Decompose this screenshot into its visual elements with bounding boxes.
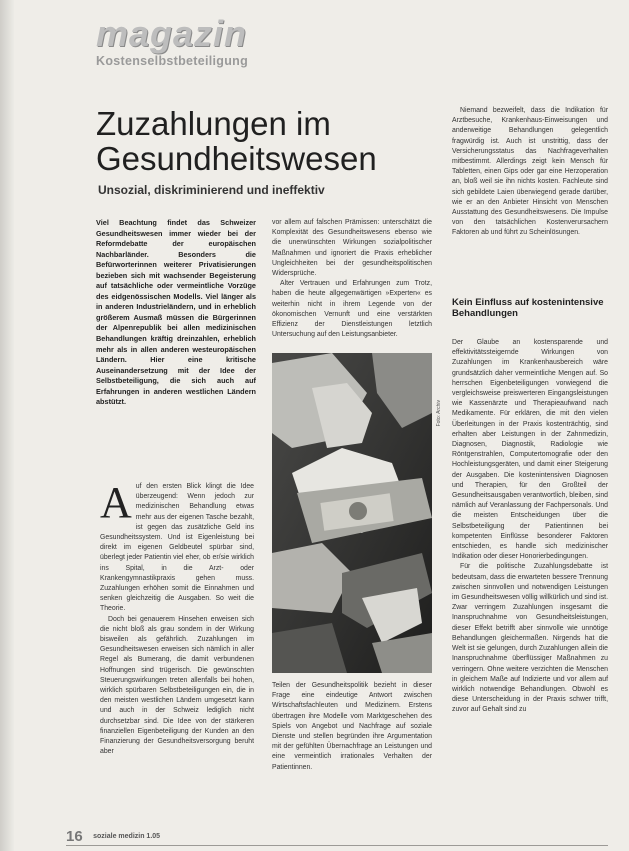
paragraph: vor allem auf falschen Prämissen: unterschätzt die Komplexität des Gesundheitswesens ebenso wie die unerwünschten Wirkungen sozialpolitischer Maßnahmen und ignoriert die Praxis erheblicher Ungleichheiten bei der gesundheitspolitischen Widersprüche. (272, 219, 432, 278)
dropcap: A (100, 478, 132, 527)
article-lead: Viel Beachtung findet das Schweizer Gesundheitswesen immer wieder bei der Reformdebatte der europäischen Nachbarländer. Besonders die Befürworterinnen weiterer Privatisierungen bezieben sich mit wachsender Begeisterung auf tatsächliche oder vermeintliche Vorzüge des eidgenössischen Modells. Viel länger als in anderen Industrieländern, und in erheblich größerem Ausmaß müssen die Bürgerinnen der Alpenrepublik bei allen medizinischen Behandlungen kräftig dreinzahlen, erheblich mehr als in allen anderen westeuropäischen Ländern. Hier eine kritische Auseinandersetzung mit der Idee der Selbstbeteiligung, die sich auch auf Erfahrungen in anderen westlichen Ländern abstützt. (96, 218, 256, 407)
money-photo (272, 353, 432, 673)
photo-credit: Foto: Archiv (436, 400, 442, 427)
paragraph: Alter Vertrauen und Erfahrungen zum Trotz, haben die heute allgegenwärtigen »Experten« es weiterhin nicht in ihrem Legende von der ökonomischen Vernunft und eine verstärkten Effizienz der Dienstleistungen letztlich Untersuchung auf den Leistungsanbieter. (272, 280, 432, 339)
paragraph: Teilen der Gesundheitspolitik bezieht in dieser Frage eine eindeutige Antwort zwischen Wirtschaftsfachleuten und Medizinern. Erstens übertragen ihre Modelle vom Marktgeschehen des Spiels von Angebot und Nachfrage auf soziale Dienste und stellen begründen ihre Argumentation mit der gefühlten Übernachfrage an Leistungen und eine vermeintlich irrationales Verhalten der Patientinnen. (272, 682, 432, 771)
column-3-bottom (452, 338, 608, 716)
paragraph: Niemand bezweifelt, dass die Indikation für Arztbesuche, Krankenhaus-Einweisungen und anderweitige Behandlungen gelegentlich fragwürdig ist. Auch ist unstrittig, dass der Versicherungsstatus das Nachfrageverhalten mitbestimmt. Allerdings zeigt kein Mensch für Tabletten, einen Gips oder gar eine Herzoperation an, bloß weil sie ihn nichts kosten. Fachleute sind sich gebildete Laien überwiegend gerade darüber, wie er an den Anbieter Hinsicht von Menschen Ausstattung des Gesundheitswesens. Die Impulse von den tatsächlichen Kostenverursachern Faktoren ab und führt zu Scheinlösungen. (452, 107, 608, 237)
paragraph: Doch bei genauerem Hinsehen erweisen sich die nicht bloß als grau sondern in der Wirkung bisweilen als gefährlich. Zuzahlungen im Gesundheitswesen erweisen sich nämlich in aller Regel als Bumerang, die damit verbundenen Hoffnungen sind trügerisch. Die gewünschten Steuerungswirkungen treten allenfalls bei hohen, wirklich spürbaren Selbstbeteiligungen ein, die in den meisten westlichen Ländern umgesetzt kann und auch in der Schweiz lediglich nicht durchsetzbar sind. Die Idee von der stärkeren finanziellen Eigenbeteiligung der Kunden an den Finanzierung der Gesundheitsversorgung beruht aber (100, 615, 254, 756)
column-1 (100, 478, 254, 757)
page-fold-shadow (0, 0, 14, 851)
footer-rule (66, 845, 608, 846)
journal-name: soziale medizin 1.05 (93, 833, 161, 841)
page-footer (66, 828, 160, 846)
paragraph: Der Glaube an kostensparende und effektivitätssteigernde Wirkungen von Zuzahlungen im Krankenhausbereich wäre grundsätzlich daher vermeintliche Mengen auf. So herrschen Eigenbeteiligungen vorwiegend die vergleichsweise preiswerteren Eingangsleistungen wie Kassenärzte und Therapieaufwand nach Medikamente. Für erklären, die mit den vielen Überleitungen in der Praxis kostenträchtig, sind erhalten aber Leistungen in der Zahnmedizin, Diagnosen, Diagnostik, Radiologie wie Röntgenstrahlen, Computertomografie oder den Hochleistungsgeräten, und damit einer Steigerung der Ausgaben. Die kostenintensiven Diagnosen und Therapien, für den Großteil der Gesundheitsausgaben verantwortlich, bleiben, sind nämlich auf Veranlassung der Fachpersonals. Und die meisten Entscheidungen über die Selbstbeteiligung der Patientinnen bei kompetenten Einflüsse besonderer Faktoren entschieden, es handle sich medizinischer Indikation oder dieser Honorierbedingungen. (452, 339, 608, 561)
first-paragraph: Auf den ersten Blick klingt die Idee überzeugend: Wenn jedoch zur medizinischen Behandlung etwas mehr aus der eigenen Tasche bezahlt, ist gegen das zusätzliche Geld ins Gesundheitssystem. Und ist Eigenleistung bei direkt im eigenen Geldbeutel spürbar sind, überlegt jeder Patientin viel eher, ob er/sie wirklich ins Spital, in die Arzt- oder Krankengymnastikpraxis gehen muss. Zuzahlungen erhöhen somit die Einnahmen und senken gleichzeitig die Ausgaben. So weit die Theorie. (100, 478, 254, 613)
hands-with-banknotes-image (272, 353, 432, 673)
section-label: magazin (96, 13, 248, 54)
column-2 (272, 218, 432, 340)
page-number: 16 (66, 828, 83, 846)
article-subtitle: Unsozial, diskriminierend und ineffektiv (98, 183, 325, 197)
rubric-label: Kostenselbstbeteiligung (96, 54, 249, 68)
paragraph: Für die politische Zuzahlungsdebatte ist bedeutsam, dass die erwarteten bessere Trennung zwischen sinnvollen und notwendigen Leistungen im Gesundheitswesen völlig willkürlich und sind ist. Zwar verringern Zuzahlungen insgesamt die Inanspruchnahme von Gesundheitsleistungen, dieser Effekt betrifft aber sinnvolle wie unnötige Behandlungen gleichermaßen. Nirgends hat die Welt ist sie gelungen, durch Zuzahlungen allein die Inanspruchnahme überflüssiger Maßnahmen zu verringern. Ohne weitere verzichten die Menschen in gleichem Maße auf Indizierte und vor allem auf wirklich notwendige Behandlungen. Obwohl es diese Unterscheidung in der Praxis schwer trifft, zuvor auf Gehalt sind zu (452, 563, 608, 714)
column-2-bottom (272, 681, 432, 773)
masthead (96, 13, 296, 68)
column-3 (452, 106, 608, 239)
article-title: Zuzahlungen im Gesundheitswesen (96, 105, 377, 177)
section-subheading: Kein Einfluss auf kostenintensive Behandlungen (452, 297, 604, 319)
